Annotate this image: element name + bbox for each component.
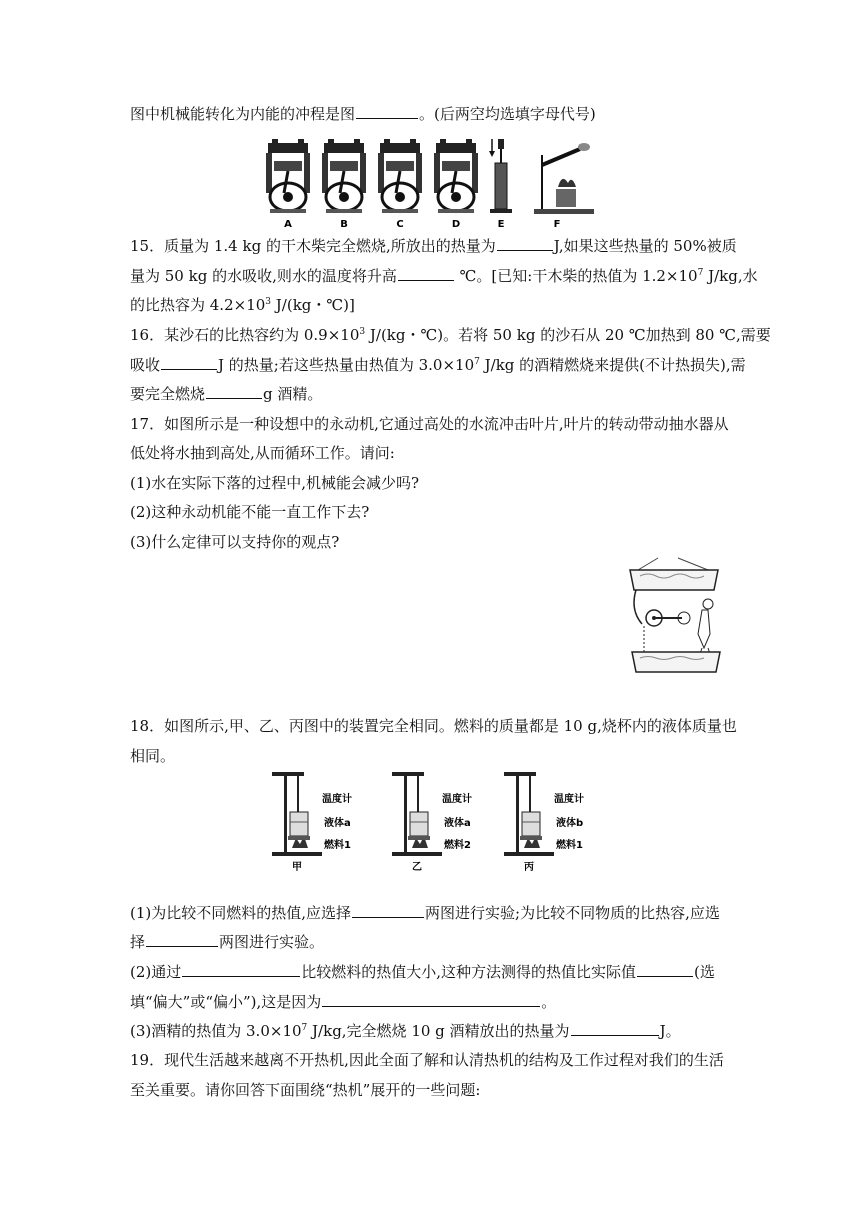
figure-label-f: F — [553, 219, 561, 230]
answer-blank — [206, 384, 262, 399]
question-17-line-1: 17．如图所示是一种设想中的永动机,它通过高处的水流冲击叶片,叶片的转动带动抽水器从 — [130, 415, 729, 433]
question-16-line-3: 要完全燃烧 g 酒精。 — [130, 385, 323, 403]
figure-label-e: E — [497, 219, 505, 230]
question-18-sub-2-line-2: 填“偏大”或“偏小”),这是因为 。 — [130, 993, 557, 1011]
answer-blank — [322, 992, 540, 1007]
label-fuel: 燃料1 — [556, 840, 583, 851]
apparatus-bing — [504, 768, 608, 878]
label-thermometer: 温度计 — [554, 794, 584, 805]
label-thermometer: 温度计 — [442, 794, 472, 805]
question-17-line-2: 低处将水抽到高处,从而循环工作。请问: — [130, 444, 395, 462]
label-fuel: 燃料1 — [324, 840, 351, 851]
question-18-line-2: 相同。 — [130, 747, 176, 765]
answer-blank — [571, 1021, 659, 1036]
answer-blank — [398, 266, 454, 281]
question-17-sub-2: (2)这种永动机能不能一直工作下去? — [130, 503, 370, 521]
question-18-sub-1-line-2: 择 两图进行实验。 — [130, 933, 325, 951]
question-16-line-1: 16．某沙石的比热容约为 $0.9\times 10^3$ J/(kg・℃)。若将 50 kg 的沙石从 20 ℃加热到 80 ℃,需要 — [130, 326, 771, 344]
test-tube-heating-drawing — [534, 143, 594, 214]
answer-blank — [352, 903, 424, 918]
question-17-sub-1: (1)水在实际下落的过程中,机械能会减少吗? — [130, 474, 420, 492]
engine-cylinder-drawing — [266, 139, 310, 213]
label-liquid: 液体a — [324, 818, 351, 829]
question-19-line-1: 19．现代生活越来越离不开热机,因此全面了解和认清热机的结构及工作过程对我们的生活 — [130, 1051, 724, 1069]
question-15-line-3: 的比热容为 $4.2\times 10^3$ J/(kg・℃)] — [130, 296, 355, 314]
figure-label-c: C — [396, 219, 404, 230]
question-19-line-2: 至关重要。请你回答下面围绕“热机”展开的一些问题: — [130, 1081, 481, 1099]
apparatus-jia — [272, 768, 376, 878]
answer-blank — [182, 962, 300, 977]
answer-blank — [637, 962, 693, 977]
question-17-sub-3: (3)什么定律可以支持你的观点? — [130, 533, 340, 551]
question-15-line-2: 量为 50 kg 的水吸收,则水的温度将升高 ℃。[已知:干木柴的热值为 $1.2\times 10^7$ J/kg,水 — [130, 267, 758, 285]
figure-label-d: D — [451, 219, 461, 230]
answer-blank — [161, 355, 217, 370]
question-18-sub-2-line-1: (2)通过 比较燃料的热值大小,这种方法测得的热值比实际值 (选 — [130, 963, 715, 981]
question-14-tail: 图中机械能转化为内能的冲程是图 。(后两空均选填字母代号) — [130, 105, 596, 123]
answer-blank — [146, 932, 218, 947]
question-18-line-1: 18．如图所示,甲、乙、丙图中的装置完全相同。燃料的质量都是 10 g,烧杯内的液体质量也 — [130, 717, 737, 735]
label-liquid: 液体a — [444, 818, 471, 829]
apparatus-yi — [392, 768, 496, 878]
label-fuel: 燃料2 — [444, 840, 471, 851]
figure-label-a: A — [284, 219, 292, 230]
piston-tube-drawing — [489, 139, 512, 213]
caption-yi: 乙 — [412, 862, 422, 873]
engine-strokes-figure — [262, 135, 602, 234]
caption-bing: 丙 — [524, 862, 534, 873]
answer-blank — [356, 104, 418, 119]
perpetual-motion-figure — [618, 556, 730, 690]
figure-label-b: B — [340, 219, 348, 230]
label-thermometer: 温度计 — [322, 794, 352, 805]
caption-jia: 甲 — [292, 862, 302, 873]
question-15-line-1: 15．质量为 1.4 kg 的干木柴完全燃烧,所放出的热量为 J,如果这些热量的 50%被质 — [130, 237, 737, 255]
question-16-line-2: 吸收 J 的热量;若这些热量由热值为 $3.0\times 10^7$ J/kg 的酒精燃烧来提供(不计热损失),需 — [130, 356, 746, 374]
question-18-sub-1-line-1: (1)为比较不同燃料的热值,应选择 两图进行实验;为比较不同物质的比热容,应选 — [130, 904, 720, 922]
label-liquid: 液体b — [556, 818, 584, 829]
answer-blank — [497, 236, 553, 251]
question-18-sub-3: (3)酒精的热值为 $3.0\times 10^7$ J/kg,完全燃烧 10 g 酒精放出的热量为 J。 — [130, 1022, 681, 1040]
